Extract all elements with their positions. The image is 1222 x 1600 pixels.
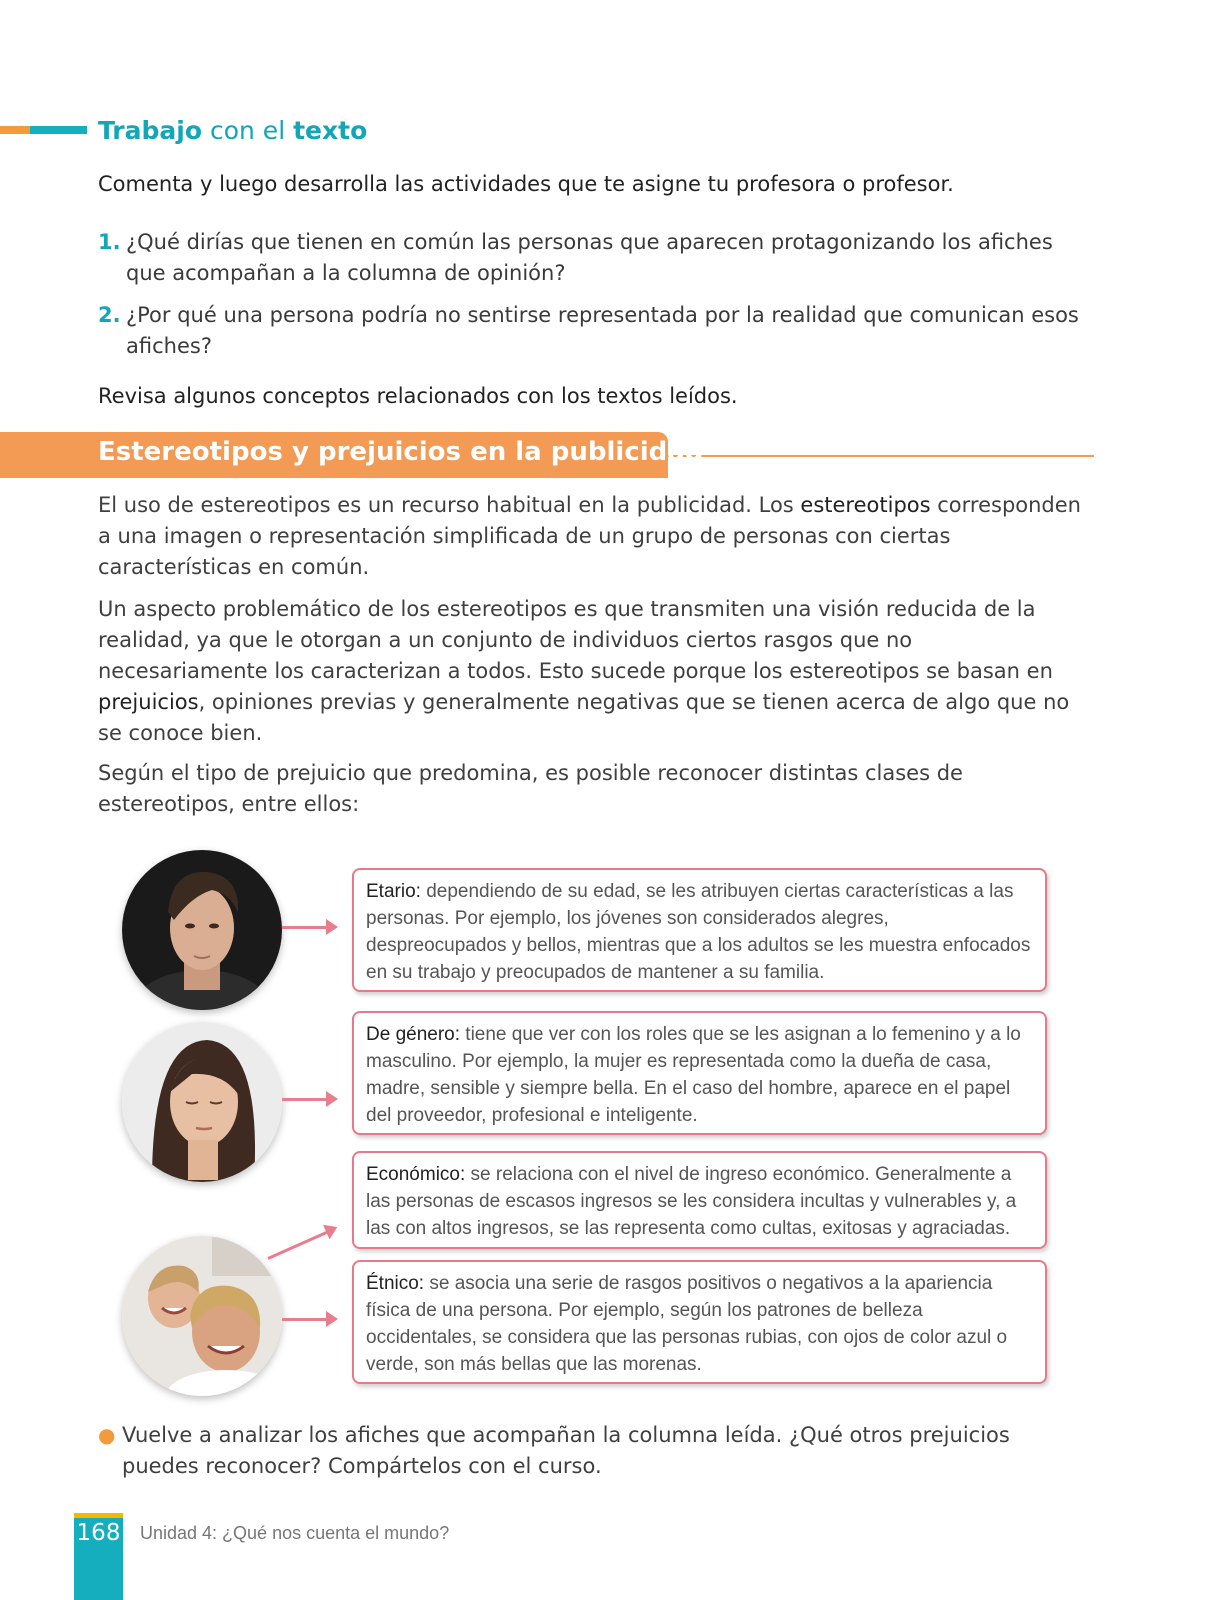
young-woman-photo — [122, 1022, 282, 1182]
question-number: 2. — [98, 303, 121, 327]
section-heading — [98, 116, 367, 145]
paragraph-text: corresponden a una imagen o representación simplificada de un grupo de personas con ciertas características en común. — [98, 493, 1081, 579]
question-item — [98, 300, 1088, 362]
highlight-term: estereotipos — [800, 493, 931, 517]
question-item — [98, 227, 1088, 289]
arrow-icon — [282, 1098, 334, 1101]
stereotype-text: se relaciona con el nivel de ingreso económico. Generalmente a las personas de escasos ingresos se les considera incultas y vulnerables y, a las con altos ingresos, se las representa como cultas, exitosas y agraciadas. — [366, 1164, 1017, 1239]
paragraph-2 — [98, 594, 1088, 749]
intro-instruction: Comenta y luego desarrolla las actividades que te asigne tu profesora o profesor. — [98, 172, 954, 196]
paragraph-3: Según el tipo de prejuicio que predomina, es posible reconocer distintas clases de estereotipos, entre ellos: — [98, 761, 963, 816]
stereotype-box-etnico — [352, 1260, 1047, 1384]
stereotype-label: Étnico: — [366, 1273, 425, 1294]
bullet-icon: ● — [98, 1423, 116, 1447]
paragraph-text: El uso de estereotipos es un recurso habitual en la publicidad. Los — [98, 493, 801, 517]
stereotype-text: dependiendo de su edad, se les atribuyen ciertas características a las personas. Por ejemplo, los jóvenes son considerados alegres, despreocupados y bellos, mientras que a los adultos se les muestra enfocados en su trabajo y preocupados de mantener a su familia. — [366, 881, 1031, 983]
arrow-icon — [267, 1228, 334, 1260]
activity-bullet — [98, 1420, 1088, 1482]
section-tab-line — [668, 455, 1094, 457]
father-son-photo — [122, 1236, 282, 1396]
paragraph-text: , opiniones previas y generalmente negativas que se tienen acerca de algo que no se conoce bien. — [98, 690, 1070, 745]
heading-word-trabajo: Trabajo — [98, 116, 203, 145]
arrow-icon — [282, 926, 334, 929]
highlight-term: prejuicios — [98, 690, 199, 714]
footer-unit-title: Unidad 4: ¿Qué nos cuenta el mundo? — [140, 1523, 450, 1543]
stereotype-label: Etario: — [366, 881, 421, 902]
heading-word-texto: texto — [293, 116, 368, 145]
stereotype-label: De género: — [366, 1024, 461, 1045]
heading-word-con-el: con el — [202, 116, 294, 145]
question-text: ¿Qué dirías que tienen en común las personas que aparecen protagonizando los afiches que acompañan a la columna de opinión? — [126, 230, 1053, 285]
header-accent-orange — [0, 126, 30, 134]
header-accent-teal — [30, 126, 87, 134]
paragraph-1 — [98, 490, 1088, 583]
paragraph-text: Un aspecto problemático de los estereotipos es que transmiten una visión reducida de la realidad, ya que le otorgan a un conjunto de individuos ciertos rasgos que no necesariamente los caracterizan a todos. Esto sucede porque los estereotipos se basan en — [98, 597, 1053, 683]
stereotype-box-economico — [352, 1151, 1047, 1249]
question-number: 1. — [98, 230, 121, 254]
stereotype-label: Económico: — [366, 1164, 466, 1185]
stereotype-box-genero — [352, 1011, 1047, 1135]
stereotype-text: tiene que ver con los roles que se les asignan a lo femenino y a lo masculino. Por ejemplo, la mujer es representada como la dueña de casa, madre, sensible y siempre bella. En el caso del hombre, aparece en el papel del proveedor, profesional e inteligente. — [366, 1024, 1021, 1126]
question-text: ¿Por qué una persona podría no sentirse representada por la realidad que comunican esos afiches? — [126, 303, 1079, 358]
stereotype-text: se asocia una serie de rasgos positivos o negativos a la apariencia física de una persona. Por ejemplo, según los patrones de belleza occidentales, se considera que las personas rubias, con ojos de color azul o verde, son más bellas que las morenas. — [366, 1273, 1008, 1375]
arrow-icon — [282, 1318, 334, 1321]
stereotype-box-etario — [352, 868, 1047, 992]
bullet-text: Vuelve a analizar los afiches que acompañan la columna leída. ¿Qué otros prejuicios puedes reconocer? Compártelos con el curso. — [122, 1423, 1010, 1478]
section-title: Estereotipos y prejuicios en la publicidad — [98, 437, 704, 467]
review-instruction: Revisa algunos conceptos relacionados con los textos leídos. — [98, 384, 738, 408]
young-man-photo — [122, 850, 282, 1010]
page-number: 168 — [76, 1520, 121, 1546]
